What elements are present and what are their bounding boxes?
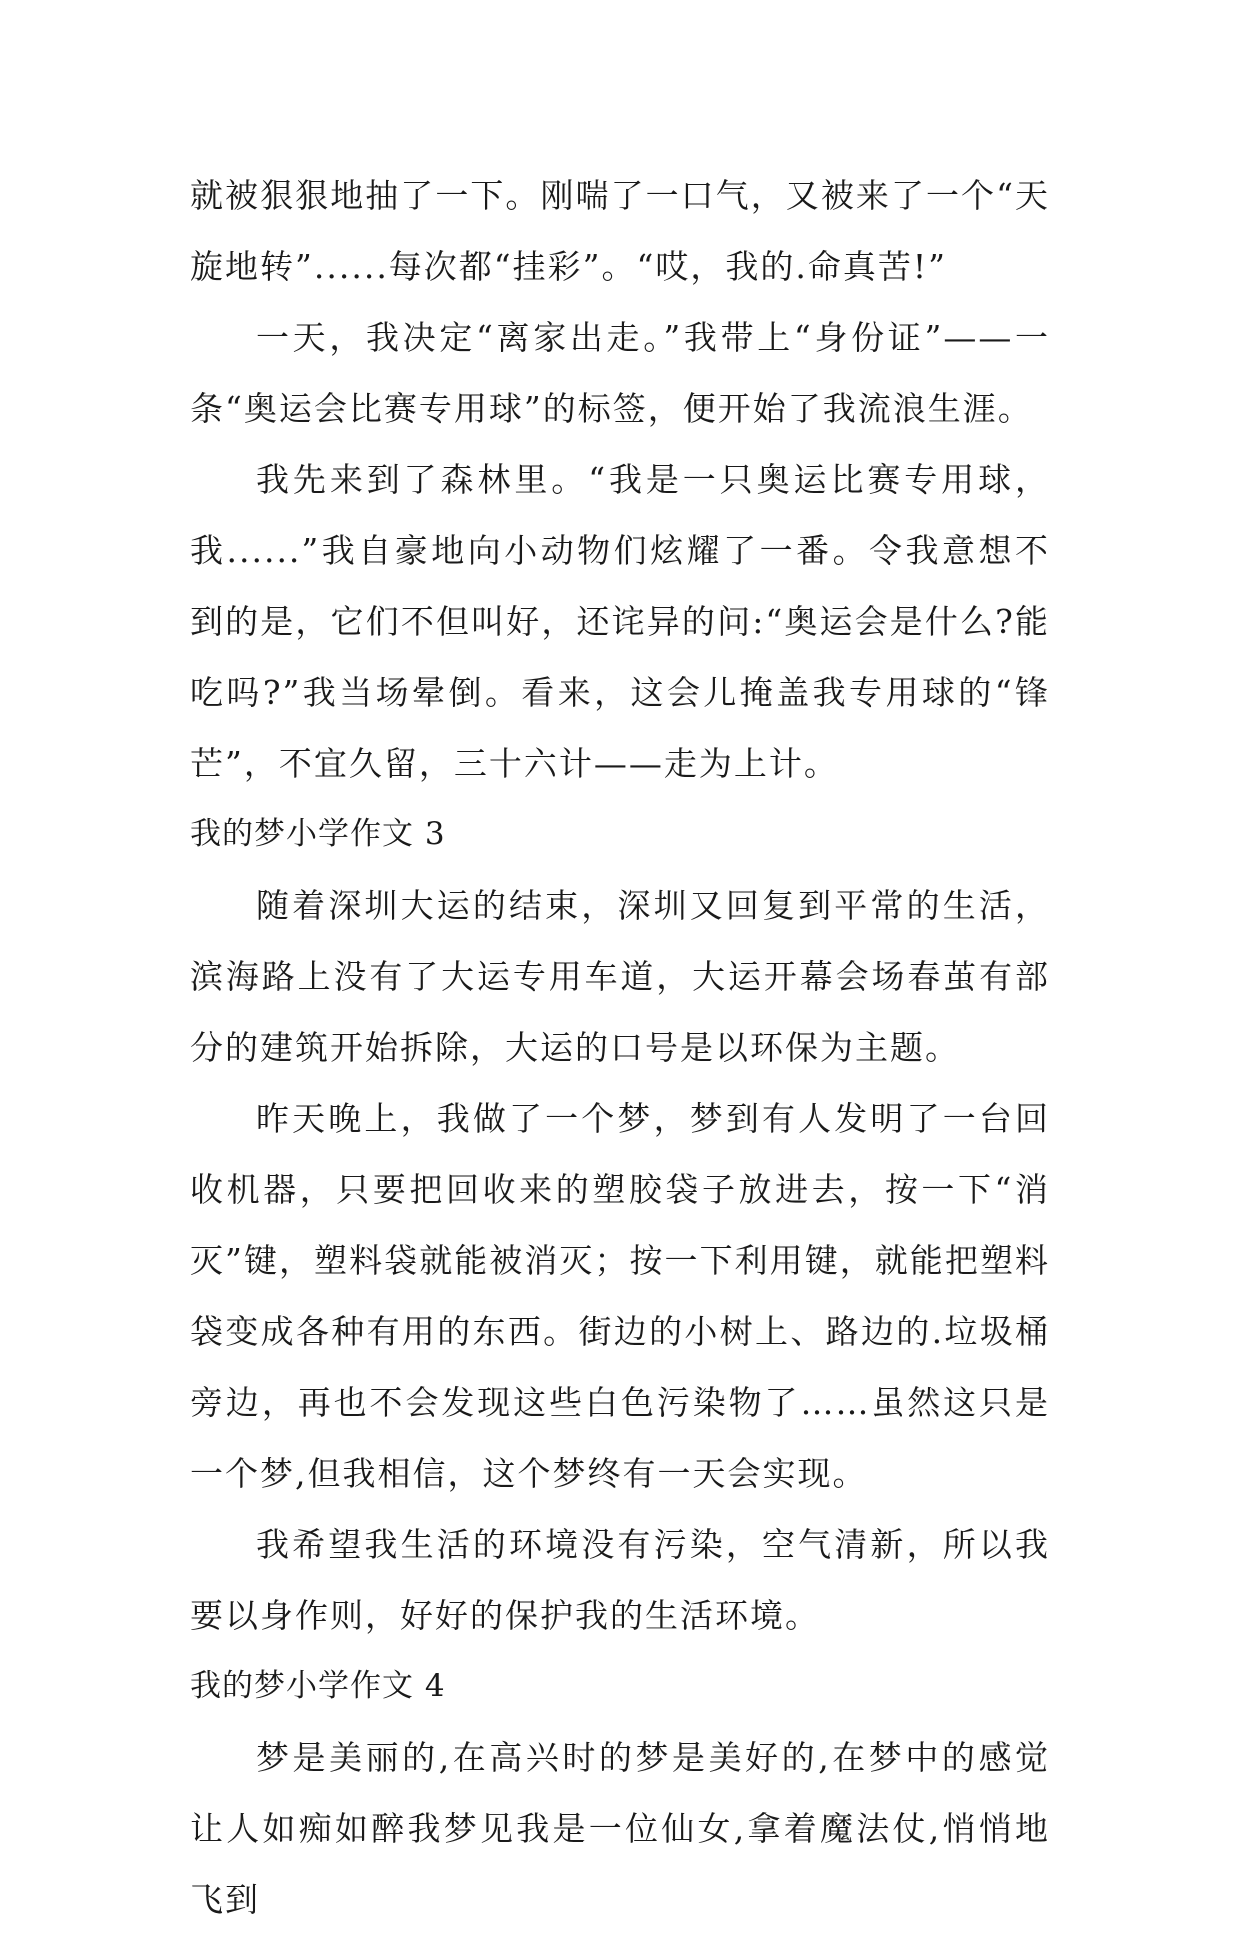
paragraph-dream-machine: 昨天晚上，我做了一个梦，梦到有人发明了一台回收机器，只要把回收来的塑胶袋子放进去，按一下“消灭”键，塑料袋就能被消灭；按一下利用键，就能把塑料袋变成各种有用的东西。街边的小树上、路边的.垃圾桶旁边，再也不会发现这些白色污染物了……虽然这只是一个梦,但我相信，这个梦终有一天会实现。 — [190, 1099, 1050, 1493]
paragraph-shenzhen: 随着深圳大运的结束，深圳又回复到平常的生活，滨海路上没有了大运专用车道，大运开幕会场春茧有部分的建筑开始拆除，大运的口号是以环保为主题。 — [190, 886, 1050, 1067]
paragraph-leaving-home: 一天，我决定“离家出走。”我带上“身份证”——一条“奥运会比赛专用球”的标签，便开始了我流浪生涯。 — [190, 318, 1050, 428]
paragraph-continuation: 就被狠狠地抽了一下。刚喘了一口气，又被来了一个“天旋地转”......每次都“挂彩”。“哎，我的.命真苦!” — [190, 176, 1050, 286]
paragraph-fairy-dream: 梦是美丽的,在高兴时的梦是美好的,在梦中的感觉让人如痴如醉我梦见我是一位仙女,拿着魔法仗,悄悄地飞到 — [190, 1738, 1050, 1919]
section-heading-4: 我的梦小学作文 4 — [190, 1668, 446, 1704]
paragraph-forest: 我先来到了森林里。“我是一只奥运比赛专用球，我......”我自豪地向小动物们炫耀了一番。令我意想不到的是，它们不但叫好，还诧异的问:“奥运会是什么?能吃吗?”我当场晕倒。看来，这会儿掩盖我专用球的“锋芒”，不宜久留，三十六计——走为上计。 — [190, 460, 1050, 783]
section-heading-3: 我的梦小学作文 3 — [190, 816, 446, 852]
document-body — [190, 160, 1050, 1935]
paragraph-environment-hope: 我希望我生活的环境没有污染，空气清新，所以我要以身作则，好好的保护我的生活环境。 — [190, 1525, 1050, 1635]
